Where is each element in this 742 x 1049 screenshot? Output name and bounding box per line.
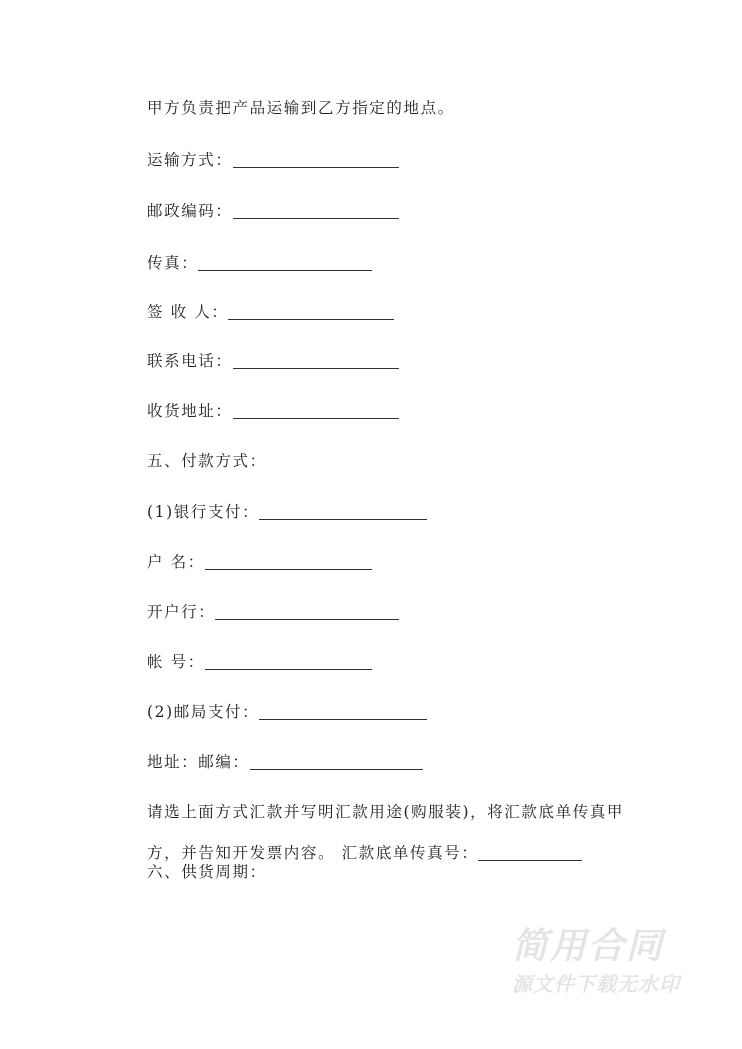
field-label: 运输方式： xyxy=(147,151,233,169)
blank-line[interactable] xyxy=(259,503,427,520)
field-label: 邮政编码： xyxy=(147,202,233,220)
field-label: 传真： xyxy=(147,254,199,272)
blank-line[interactable] xyxy=(478,844,582,861)
instruction-line-2 xyxy=(147,843,582,863)
field-label: 户 名： xyxy=(147,553,205,571)
field-fax xyxy=(147,253,372,273)
watermark-title: 简用合同 xyxy=(512,926,665,967)
blank-line[interactable] xyxy=(250,753,423,770)
field-label: 帐 号： xyxy=(147,653,205,671)
field-bank-payment xyxy=(147,502,427,522)
instruction-text: 方，并告知开发票内容。 汇款底单传真号： xyxy=(147,844,479,862)
field-label: 收货地址： xyxy=(147,402,233,420)
blank-line[interactable] xyxy=(233,352,399,369)
field-label: (1)银行支付： xyxy=(147,503,260,521)
intro-text: 甲方负责把产品运输到乙方指定的地点。 xyxy=(147,99,455,117)
section-6-title: 六、供货周期： xyxy=(147,863,267,881)
blank-line[interactable] xyxy=(259,703,427,720)
field-account-number xyxy=(147,652,372,672)
field-transport-method xyxy=(147,150,399,170)
blank-line[interactable] xyxy=(198,254,372,271)
field-postcode xyxy=(147,201,399,221)
field-label: (2)邮局支付： xyxy=(147,703,260,721)
field-address xyxy=(147,401,399,421)
field-label: 地址：邮编： xyxy=(147,753,250,771)
blank-line[interactable] xyxy=(215,603,399,620)
field-account-name xyxy=(147,552,372,572)
section-5-title: 五、付款方式： xyxy=(147,452,267,470)
field-post-payment xyxy=(147,702,427,722)
blank-line[interactable] xyxy=(205,553,372,570)
field-label: 开户行： xyxy=(147,603,216,621)
field-label: 签 收 人： xyxy=(147,303,229,321)
field-receiver xyxy=(147,302,394,322)
watermark-subtitle: 源文件下载无水印 xyxy=(512,972,680,996)
blank-line[interactable] xyxy=(205,653,372,670)
instruction-line-1: 请选上面方式汇款并写明汇款用途(购服装)，将汇款底单传真甲 xyxy=(147,803,624,821)
field-address-postcode xyxy=(147,752,423,772)
blank-line[interactable] xyxy=(233,151,399,168)
blank-line[interactable] xyxy=(228,303,394,320)
field-label: 联系电话： xyxy=(147,352,233,370)
field-phone xyxy=(147,351,399,371)
blank-line[interactable] xyxy=(233,402,399,419)
field-bank xyxy=(147,602,399,622)
blank-line[interactable] xyxy=(233,202,399,219)
